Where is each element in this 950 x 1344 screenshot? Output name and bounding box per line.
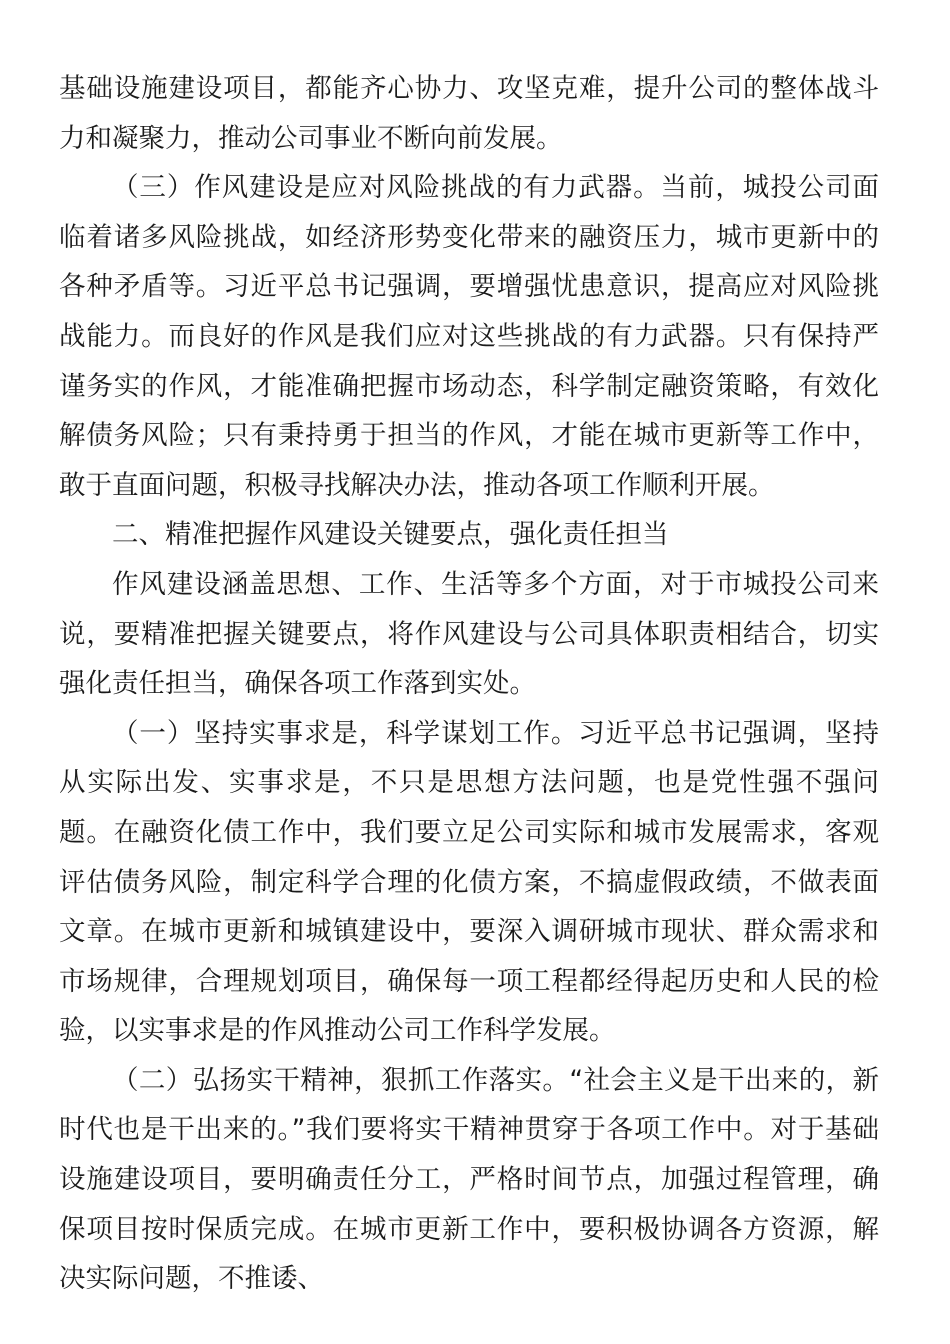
document-body <box>59 64 879 1304</box>
subsection-one-paragraph: （一）坚持实事求是，科学谋划工作。习近平总书记强调，坚持从实际出发、实事求是，不只是思想方法问题，也是党性强不强问题。在融资化债工作中，我们要立足公司实际和城市发展需求，客观评估债务风险，制定科学合理的化债方案，不搞虚假政绩，不做表面文章。在城市更新和城镇建设中，要深入调研城市现状、群众需求和市场规律，合理规划项目，确保每一项工程都经得起历史和人民的检验，以实事求是的作风推动公司工作科学发展。 <box>59 717 879 1047</box>
paragraph-continued: 基础设施建设项目，都能齐心协力、攻坚克难，提升公司的整体战斗力和凝聚力，推动公司事业不断向前发展。 <box>59 73 879 154</box>
subsection-three-paragraph: （三）作风建设是应对风险挑战的有力武器。当前，城投公司面临着诸多风险挑战，如经济形势变化带来的融资压力，城市更新中的各种矛盾等。习近平总书记强调，要增强忧患意识，提高应对风险挑战能力。而良好的作风是我们应对这些挑战的有力武器。只有保持严谨务实的作风，才能准确把握市场动态，科学制定融资策略，有效化解债务风险；只有秉持勇于担当的作风，才能在城市更新等工作中，敢于直面问题，积极寻找解决办法，推动各项工作顺利开展。 <box>59 172 879 501</box>
subsection-two-paragraph: （二）弘扬实干精神，狠抓工作落实。“社会主义是干出来的，新时代也是干出来的。”我们要将实干精神贯穿于各项工作中。对于基础设施建设项目，要明确责任分工，严格时间节点，加强过程管理，确保项目按时保质完成。在城市更新工作中，要积极协调各方资源，解决实际问题，不推诿、 <box>59 1064 879 1295</box>
section-two-intro-paragraph: 作风建设涵盖思想、工作、生活等多个方面，对于市城投公司来说，要精准把握关键要点，将作风建设与公司具体职责相结合，切实强化责任担当，确保各项工作落到实处。 <box>59 568 879 700</box>
section-two-heading: 二、精准把握作风建设关键要点，强化责任担当 <box>112 519 669 551</box>
